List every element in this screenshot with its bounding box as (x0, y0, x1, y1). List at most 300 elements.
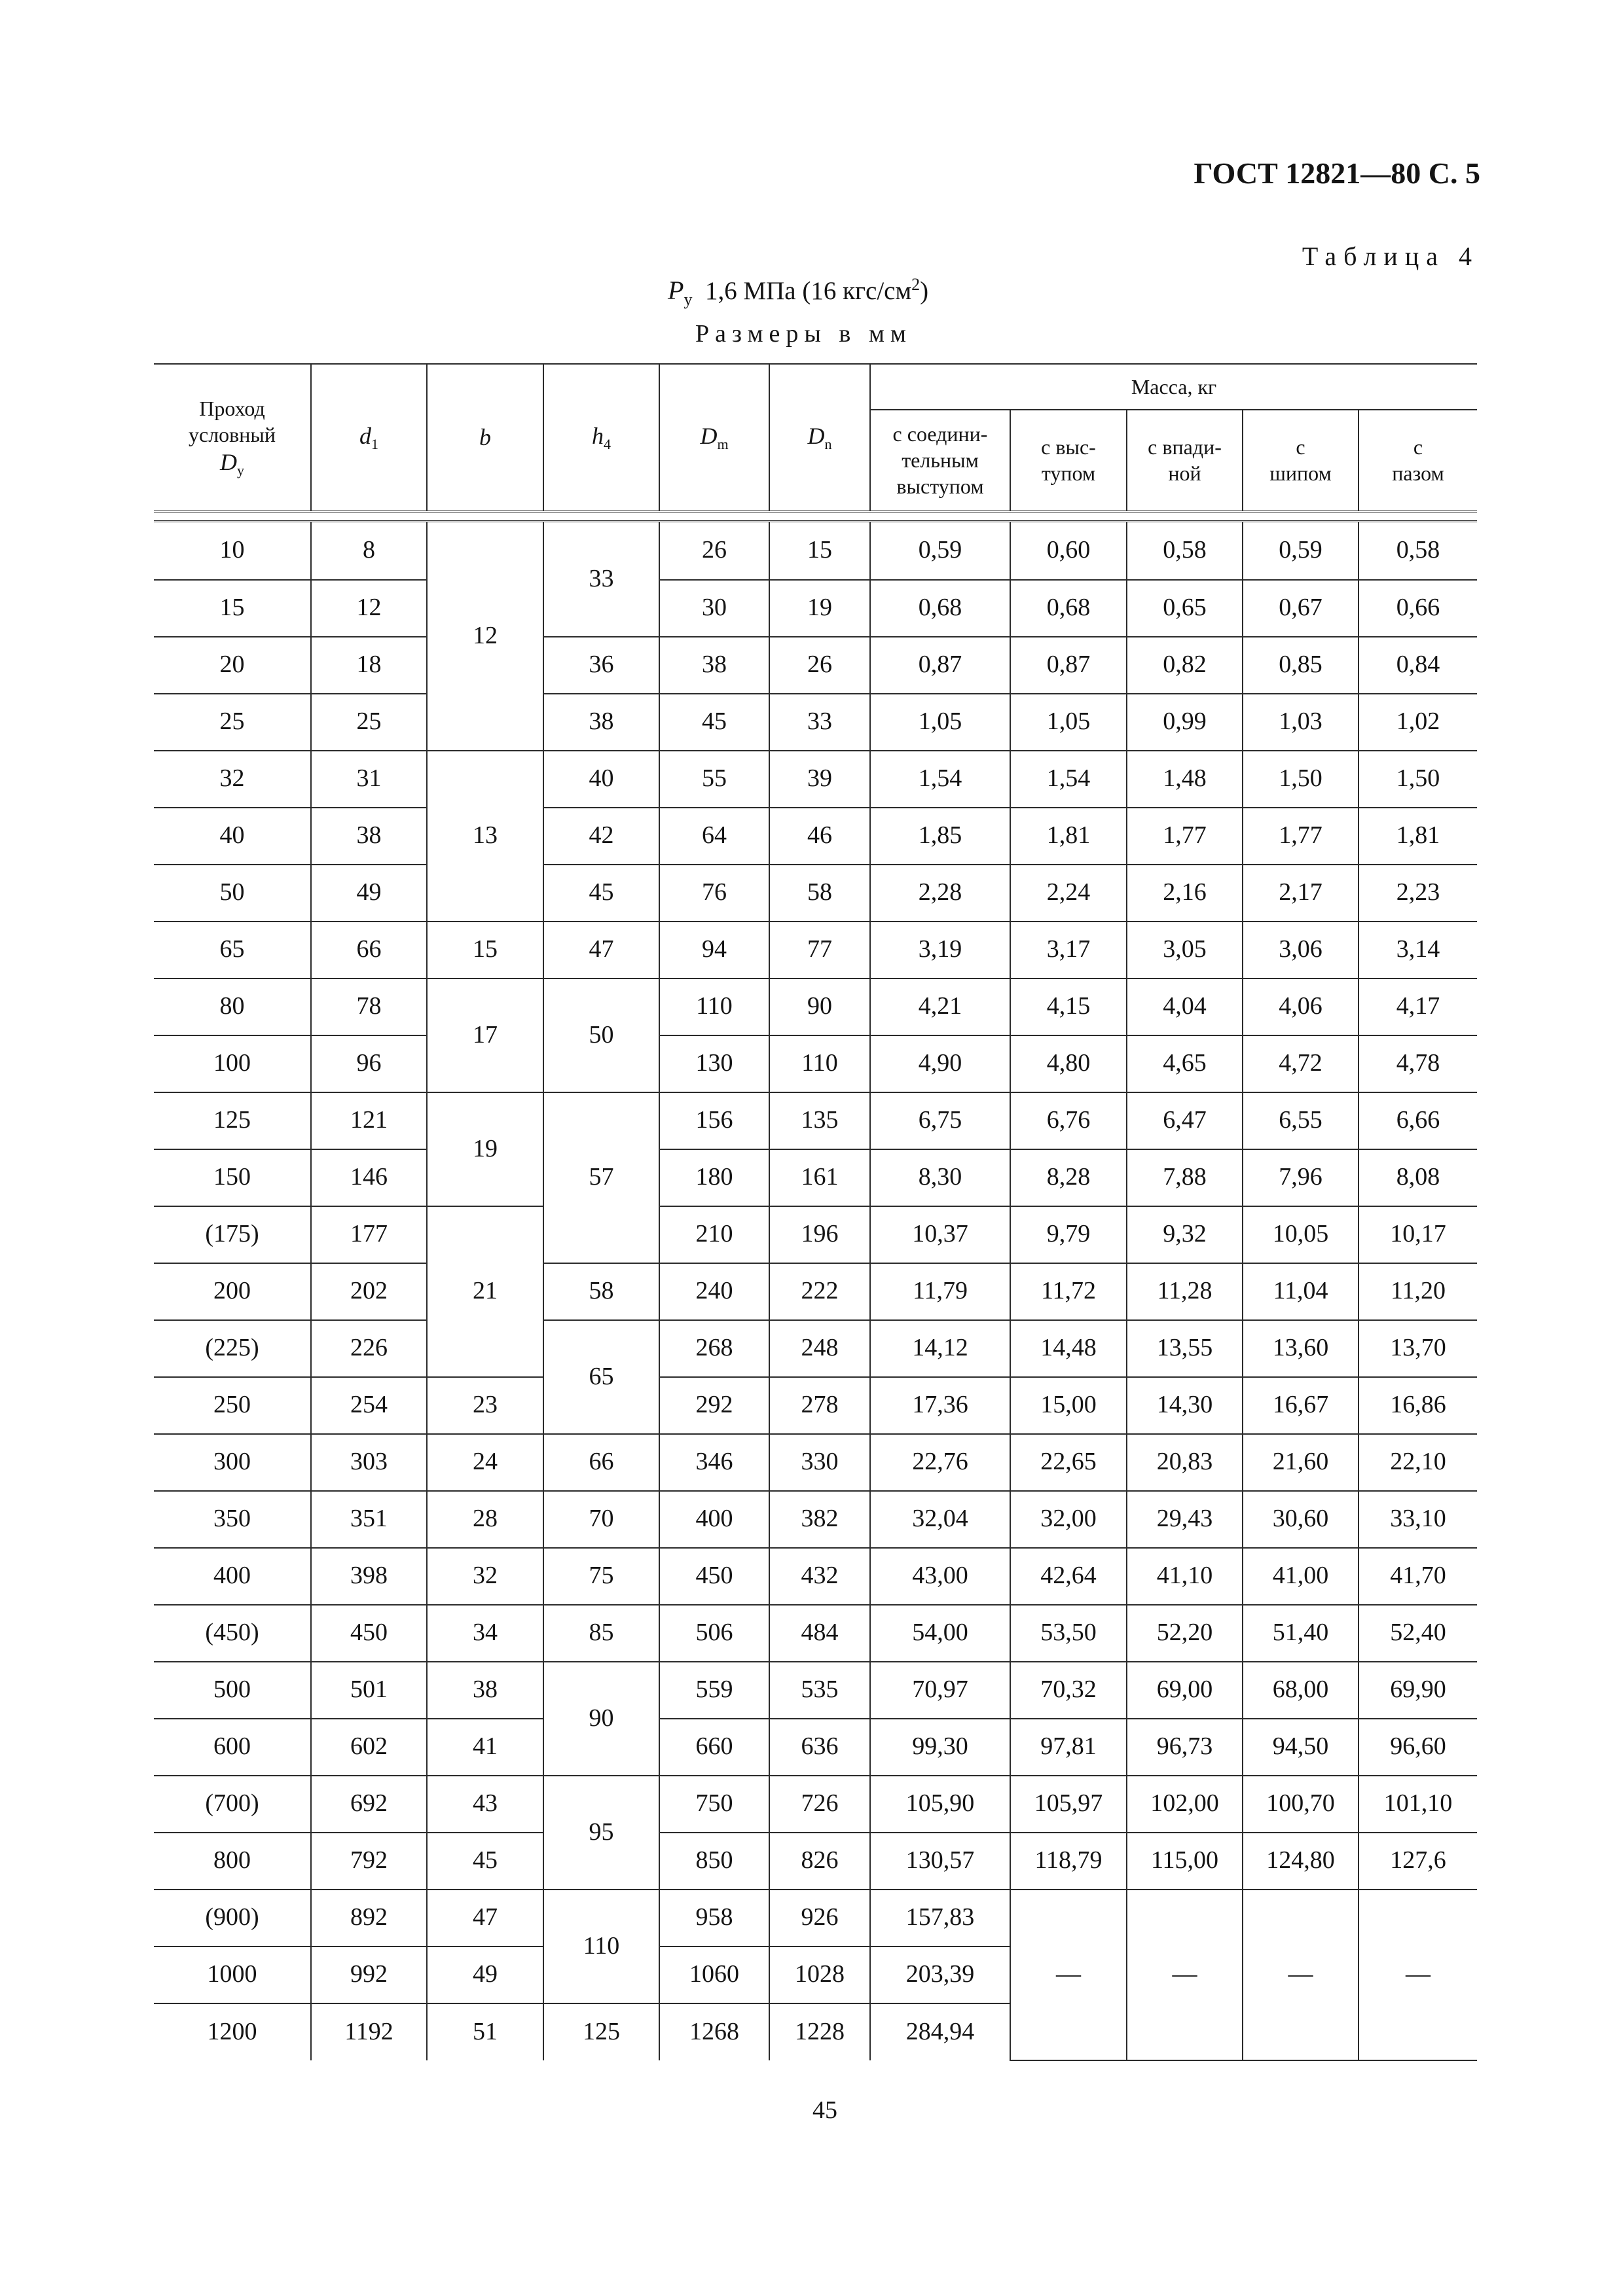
cell-dy: 600 (154, 1719, 311, 1776)
cell-mass: 0,87 (870, 637, 1010, 694)
cell-d1: 18 (311, 637, 427, 694)
cell-h4: 65 (543, 1320, 659, 1434)
cell-dm: 660 (659, 1719, 769, 1776)
cell-mass: 1,54 (870, 751, 1010, 808)
cell-h4: 90 (543, 1662, 659, 1776)
table-row (154, 1833, 1477, 1890)
cell-mass: 96,60 (1359, 1719, 1477, 1776)
cell-mass: 52,20 (1127, 1605, 1243, 1662)
cell-mass: 0,59 (870, 521, 1010, 580)
cell-dy: 65 (154, 922, 311, 978)
cell-mass: 68,00 (1243, 1662, 1359, 1719)
cell-dn: 15 (769, 521, 870, 580)
cell-mass: 13,55 (1127, 1320, 1243, 1377)
cell-mass: 11,72 (1010, 1263, 1127, 1320)
cell-dn: 330 (769, 1434, 870, 1491)
cell-d1: 501 (311, 1662, 427, 1719)
cell-h4: 50 (543, 978, 659, 1092)
cell-mass: 54,00 (870, 1605, 1010, 1662)
cell-dm: 130 (659, 1035, 769, 1092)
cell-mass: 105,97 (1010, 1776, 1127, 1833)
cell-dy: (225) (154, 1320, 311, 1377)
cell-mass: 4,78 (1359, 1035, 1477, 1092)
cell-b: 32 (427, 1548, 543, 1605)
cell-mass: 8,30 (870, 1149, 1010, 1206)
cell-dm: 38 (659, 637, 769, 694)
cell-h4: 75 (543, 1548, 659, 1605)
col-header-mass-tongue: с шипом (1243, 410, 1359, 511)
cell-d1: 49 (311, 865, 427, 922)
cell-mass: 1,50 (1359, 751, 1477, 808)
cell-mass: 10,05 (1243, 1206, 1359, 1263)
cell-mass: 2,17 (1243, 865, 1359, 922)
table-row (154, 1434, 1477, 1491)
cell-mass: 32,04 (870, 1491, 1010, 1548)
cell-dn: 382 (769, 1491, 870, 1548)
cell-dy: 1200 (154, 2003, 311, 2060)
col-header-dy: Проход условный $D_у$ (154, 364, 311, 511)
cell-dy: (450) (154, 1605, 311, 1662)
cell-mass: 97,81 (1010, 1719, 1127, 1776)
cell-mass: 3,19 (870, 922, 1010, 978)
cell-b: 34 (427, 1605, 543, 1662)
cell-mass: 115,00 (1127, 1833, 1243, 1890)
cell-mass: 0,99 (1127, 694, 1243, 751)
cell-dy: 20 (154, 637, 311, 694)
cell-b: 41 (427, 1719, 543, 1776)
cell-mass: 9,32 (1127, 1206, 1243, 1263)
table-row (154, 1320, 1477, 1377)
cell-dy: (175) (154, 1206, 311, 1263)
cell-mass: 7,96 (1243, 1149, 1359, 1206)
header-separator (154, 511, 1477, 521)
cell-dm: 156 (659, 1092, 769, 1149)
cell-dn: 135 (769, 1092, 870, 1149)
cell-dn: 248 (769, 1320, 870, 1377)
cell-h4: 66 (543, 1434, 659, 1491)
table-row (154, 1605, 1477, 1662)
cell-dn: 222 (769, 1263, 870, 1320)
cell-mass: 22,10 (1359, 1434, 1477, 1491)
table-row (154, 1263, 1477, 1320)
cell-dn: 19 (769, 580, 870, 637)
cell-mass: 32,00 (1010, 1491, 1127, 1548)
cell-d1: 177 (311, 1206, 427, 1263)
cell-mass: 11,79 (870, 1263, 1010, 1320)
cell-mass: 0,59 (1243, 521, 1359, 580)
cell-mass: 4,80 (1010, 1035, 1127, 1092)
cell-mass: 33,10 (1359, 1491, 1477, 1548)
cell-mass: 16,67 (1243, 1377, 1359, 1434)
cell-dy: 80 (154, 978, 311, 1035)
cell-dy: 150 (154, 1149, 311, 1206)
cell-h4: 42 (543, 808, 659, 865)
cell-mass: 3,05 (1127, 922, 1243, 978)
cell-dm: 450 (659, 1548, 769, 1605)
cell-mass: 53,50 (1010, 1605, 1127, 1662)
cell-mass: 3,17 (1010, 922, 1127, 978)
cell-b: 45 (427, 1833, 543, 1890)
col-header-d1: $d_1$ (311, 364, 427, 511)
cell-mass: 284,94 (870, 2003, 1010, 2060)
cell-d1: 1192 (311, 2003, 427, 2060)
cell-d1: 892 (311, 1890, 427, 1946)
cell-mass: 13,70 (1359, 1320, 1477, 1377)
units-caption: Размеры в мм (695, 320, 912, 348)
cell-dm: 210 (659, 1206, 769, 1263)
col-header-mass-male: с выс- тупом (1010, 410, 1127, 511)
cell-mass-dash: — (1243, 1890, 1359, 2060)
cell-mass: 14,48 (1010, 1320, 1127, 1377)
cell-d1: 8 (311, 521, 427, 580)
cell-dy: 400 (154, 1548, 311, 1605)
cell-h4: 57 (543, 1092, 659, 1263)
cell-dn: 26 (769, 637, 870, 694)
cell-d1: 12 (311, 580, 427, 637)
cell-mass: 9,79 (1010, 1206, 1127, 1263)
cell-dm: 506 (659, 1605, 769, 1662)
table-row (154, 1377, 1477, 1434)
cell-d1: 202 (311, 1263, 427, 1320)
cell-dm: 750 (659, 1776, 769, 1833)
cell-mass: 10,37 (870, 1206, 1010, 1263)
cell-d1: 602 (311, 1719, 427, 1776)
cell-mass: 4,90 (870, 1035, 1010, 1092)
col-header-dn: $D_n$ (769, 364, 870, 511)
cell-mass: 14,30 (1127, 1377, 1243, 1434)
cell-d1: 792 (311, 1833, 427, 1890)
cell-b: 15 (427, 922, 543, 978)
cell-mass: 1,81 (1359, 808, 1477, 865)
cell-mass: 1,85 (870, 808, 1010, 865)
cell-mass: 6,75 (870, 1092, 1010, 1149)
cell-d1: 146 (311, 1149, 427, 1206)
table-row (154, 978, 1477, 1035)
cell-dn: 46 (769, 808, 870, 865)
table-row (154, 1662, 1477, 1719)
cell-dm: 1268 (659, 2003, 769, 2060)
table-row (154, 1035, 1477, 1092)
dimensions-table (154, 363, 1477, 2061)
cell-mass: 127,6 (1359, 1833, 1477, 1890)
cell-mass: 6,66 (1359, 1092, 1477, 1149)
cell-dy: 300 (154, 1434, 311, 1491)
cell-mass: 1,50 (1243, 751, 1359, 808)
cell-h4: 95 (543, 1776, 659, 1890)
cell-d1: 78 (311, 978, 427, 1035)
cell-dy: (900) (154, 1890, 311, 1946)
cell-d1: 38 (311, 808, 427, 865)
cell-b: 23 (427, 1377, 543, 1434)
table-row (154, 1092, 1477, 1149)
table-row (154, 1149, 1477, 1206)
cell-mass: 0,82 (1127, 637, 1243, 694)
table-row (154, 865, 1477, 922)
cell-dn: 58 (769, 865, 870, 922)
cell-mass: 102,00 (1127, 1776, 1243, 1833)
table-row (154, 637, 1477, 694)
cell-dy: 25 (154, 694, 311, 751)
cell-dm: 26 (659, 521, 769, 580)
cell-mass: 118,79 (1010, 1833, 1127, 1890)
cell-dm: 400 (659, 1491, 769, 1548)
cell-mass: 7,88 (1127, 1149, 1243, 1206)
cell-mass: 41,10 (1127, 1548, 1243, 1605)
cell-mass: 99,30 (870, 1719, 1010, 1776)
cell-dy: 1000 (154, 1946, 311, 2003)
cell-d1: 25 (311, 694, 427, 751)
cell-dm: 94 (659, 922, 769, 978)
table-row (154, 751, 1477, 808)
cell-mass: 101,10 (1359, 1776, 1477, 1833)
cell-mass: 1,02 (1359, 694, 1477, 751)
table-number: Таблица 4 (1302, 242, 1479, 271)
cell-mass: 22,65 (1010, 1434, 1127, 1491)
cell-dn: 161 (769, 1149, 870, 1206)
col-header-b: b (427, 364, 543, 511)
cell-mass: 4,17 (1359, 978, 1477, 1035)
cell-d1: 66 (311, 922, 427, 978)
cell-mass: 14,12 (870, 1320, 1010, 1377)
table-row (154, 1548, 1477, 1605)
cell-dm: 958 (659, 1890, 769, 1946)
cell-mass: 96,73 (1127, 1719, 1243, 1776)
cell-mass: 42,64 (1010, 1548, 1127, 1605)
cell-mass: 52,40 (1359, 1605, 1477, 1662)
table-row (154, 694, 1477, 751)
cell-h4: 36 (543, 637, 659, 694)
cell-dn: 636 (769, 1719, 870, 1776)
cell-mass: 100,70 (1243, 1776, 1359, 1833)
cell-mass: 105,90 (870, 1776, 1010, 1833)
cell-h4: 110 (543, 1890, 659, 2003)
cell-dy: 800 (154, 1833, 311, 1890)
cell-mass: 2,24 (1010, 865, 1127, 922)
cell-mass: 1,03 (1243, 694, 1359, 751)
cell-mass: 6,76 (1010, 1092, 1127, 1149)
cell-b: 43 (427, 1776, 543, 1833)
cell-mass: 11,20 (1359, 1263, 1477, 1320)
cell-mass: 0,68 (870, 580, 1010, 637)
cell-mass: 70,32 (1010, 1662, 1127, 1719)
cell-d1: 303 (311, 1434, 427, 1491)
cell-mass: 94,50 (1243, 1719, 1359, 1776)
cell-mass: 15,00 (1010, 1377, 1127, 1434)
cell-dy: 350 (154, 1491, 311, 1548)
cell-mass-dash: — (1359, 1890, 1477, 2060)
cell-mass: 20,83 (1127, 1434, 1243, 1491)
cell-dn: 77 (769, 922, 870, 978)
table-row (154, 1206, 1477, 1263)
cell-mass: 8,28 (1010, 1149, 1127, 1206)
cell-dm: 64 (659, 808, 769, 865)
cell-mass-dash: — (1010, 1890, 1127, 2060)
cell-dm: 268 (659, 1320, 769, 1377)
cell-mass: 0,85 (1243, 637, 1359, 694)
cell-dn: 535 (769, 1662, 870, 1719)
cell-b: 28 (427, 1491, 543, 1548)
cell-mass: 4,04 (1127, 978, 1243, 1035)
col-header-h4: $h_4$ (543, 364, 659, 511)
cell-b: 17 (427, 978, 543, 1092)
table-row (154, 1776, 1477, 1833)
cell-dy: 200 (154, 1263, 311, 1320)
cell-mass: 0,65 (1127, 580, 1243, 637)
cell-d1: 121 (311, 1092, 427, 1149)
cell-dy: 125 (154, 1092, 311, 1149)
table-row (154, 1719, 1477, 1776)
cell-dn: 826 (769, 1833, 870, 1890)
cell-mass: 11,28 (1127, 1263, 1243, 1320)
cell-dy: 50 (154, 865, 311, 922)
cell-mass: 21,60 (1243, 1434, 1359, 1491)
table-row (154, 521, 1477, 580)
cell-dm: 110 (659, 978, 769, 1035)
cell-d1: 450 (311, 1605, 427, 1662)
cell-h4: 125 (543, 2003, 659, 2060)
cell-b: 19 (427, 1092, 543, 1206)
cell-dy: 15 (154, 580, 311, 637)
cell-d1: 351 (311, 1491, 427, 1548)
cell-dm: 45 (659, 694, 769, 751)
cell-dy: 250 (154, 1377, 311, 1434)
cell-h4: 47 (543, 922, 659, 978)
cell-d1: 398 (311, 1548, 427, 1605)
cell-b: 47 (427, 1890, 543, 1946)
cell-mass: 17,36 (870, 1377, 1010, 1434)
cell-h4: 38 (543, 694, 659, 751)
cell-d1: 692 (311, 1776, 427, 1833)
cell-mass: 1,54 (1010, 751, 1127, 808)
cell-mass: 203,39 (870, 1946, 1010, 2003)
cell-mass: 4,15 (1010, 978, 1127, 1035)
page-number: 45 (812, 2096, 837, 2124)
table-caption: $P_у$ 1,6 МПа (16 кгс/$см^2$) (668, 275, 929, 309)
cell-b: 24 (427, 1434, 543, 1491)
cell-mass: 10,17 (1359, 1206, 1477, 1263)
cell-d1: 226 (311, 1320, 427, 1377)
cell-d1: 31 (311, 751, 427, 808)
col-header-dm: $D_m$ (659, 364, 769, 511)
cell-mass: 51,40 (1243, 1605, 1359, 1662)
cell-mass: 1,05 (1010, 694, 1127, 751)
cell-dm: 30 (659, 580, 769, 637)
table-row (154, 1491, 1477, 1548)
cell-dn: 39 (769, 751, 870, 808)
cell-h4: 85 (543, 1605, 659, 1662)
cell-mass: 41,70 (1359, 1548, 1477, 1605)
cell-mass: 1,48 (1127, 751, 1243, 808)
cell-d1: 254 (311, 1377, 427, 1434)
cell-dm: 240 (659, 1263, 769, 1320)
cell-mass: 157,83 (870, 1890, 1010, 1946)
cell-b: 12 (427, 521, 543, 751)
cell-mass: 4,72 (1243, 1035, 1359, 1092)
cell-dn: 110 (769, 1035, 870, 1092)
cell-h4: 58 (543, 1263, 659, 1320)
cell-mass: 43,00 (870, 1548, 1010, 1605)
cell-d1: 992 (311, 1946, 427, 2003)
cell-mass: 1,81 (1010, 808, 1127, 865)
cell-mass: 2,28 (870, 865, 1010, 922)
cell-mass: 0,66 (1359, 580, 1477, 637)
cell-mass: 11,04 (1243, 1263, 1359, 1320)
cell-b: 51 (427, 2003, 543, 2060)
cell-mass: 3,06 (1243, 922, 1359, 978)
table-row (154, 808, 1477, 865)
cell-dn: 196 (769, 1206, 870, 1263)
cell-mass: 30,60 (1243, 1491, 1359, 1548)
cell-mass: 0,87 (1010, 637, 1127, 694)
cell-dn: 726 (769, 1776, 870, 1833)
cell-mass: 69,90 (1359, 1662, 1477, 1719)
table-row (154, 922, 1477, 978)
cell-dm: 559 (659, 1662, 769, 1719)
cell-mass: 0,84 (1359, 637, 1477, 694)
cell-mass: 1,77 (1127, 808, 1243, 865)
cell-mass: 124,80 (1243, 1833, 1359, 1890)
col-header-mass: Масса, кг (870, 364, 1477, 410)
cell-mass: 2,23 (1359, 865, 1477, 922)
table-row (154, 1890, 1477, 1946)
cell-mass-dash: — (1127, 1890, 1243, 2060)
cell-b: 21 (427, 1206, 543, 1377)
cell-mass: 0,60 (1010, 521, 1127, 580)
cell-mass: 1,05 (870, 694, 1010, 751)
cell-mass: 22,76 (870, 1434, 1010, 1491)
cell-h4: 33 (543, 521, 659, 637)
col-header-mass-raised-face: с соедини- тельным выступом (870, 410, 1010, 511)
cell-dm: 850 (659, 1833, 769, 1890)
cell-b: 49 (427, 1946, 543, 2003)
cell-dn: 484 (769, 1605, 870, 1662)
table-row (154, 580, 1477, 637)
cell-mass: 6,47 (1127, 1092, 1243, 1149)
page-header: ГОСТ 12821—80 С. 5 (1194, 156, 1480, 190)
cell-dn: 1228 (769, 2003, 870, 2060)
cell-dm: 292 (659, 1377, 769, 1434)
cell-mass: 4,06 (1243, 978, 1359, 1035)
cell-dn: 432 (769, 1548, 870, 1605)
cell-mass: 0,67 (1243, 580, 1359, 637)
cell-mass: 0,58 (1359, 521, 1477, 580)
cell-mass: 70,97 (870, 1662, 1010, 1719)
cell-dm: 55 (659, 751, 769, 808)
cell-mass: 2,16 (1127, 865, 1243, 922)
cell-mass: 0,58 (1127, 521, 1243, 580)
cell-mass: 41,00 (1243, 1548, 1359, 1605)
cell-dm: 180 (659, 1149, 769, 1206)
cell-dy: 100 (154, 1035, 311, 1092)
cell-mass: 3,14 (1359, 922, 1477, 978)
cell-mass: 4,21 (870, 978, 1010, 1035)
cell-d1: 96 (311, 1035, 427, 1092)
cell-mass: 29,43 (1127, 1491, 1243, 1548)
cell-dm: 346 (659, 1434, 769, 1491)
cell-dn: 33 (769, 694, 870, 751)
cell-mass: 13,60 (1243, 1320, 1359, 1377)
cell-mass: 0,68 (1010, 580, 1127, 637)
cell-dm: 1060 (659, 1946, 769, 2003)
cell-dy: 40 (154, 808, 311, 865)
cell-mass: 130,57 (870, 1833, 1010, 1890)
col-header-mass-groove: с пазом (1359, 410, 1477, 511)
cell-h4: 45 (543, 865, 659, 922)
cell-h4: 40 (543, 751, 659, 808)
cell-dn: 1028 (769, 1946, 870, 2003)
cell-b: 13 (427, 751, 543, 922)
cell-mass: 1,77 (1243, 808, 1359, 865)
